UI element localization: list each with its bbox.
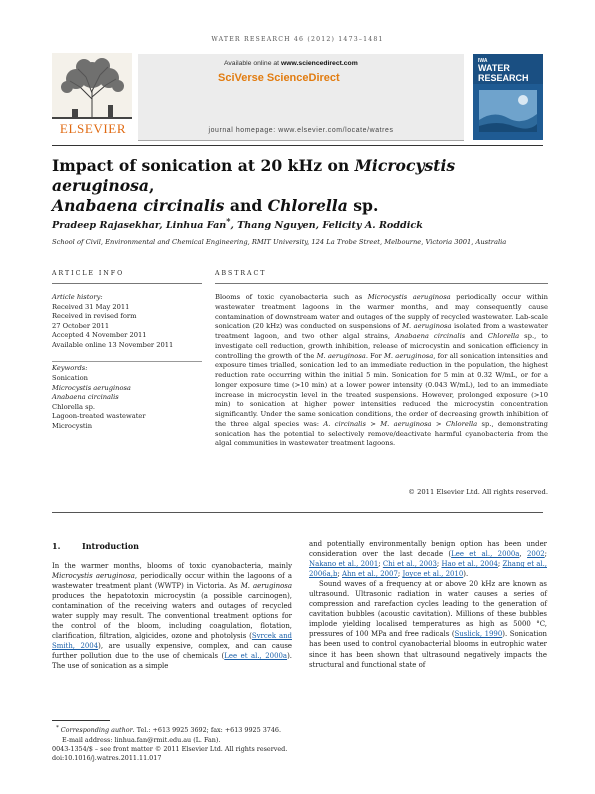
paragraph: In the warmer months, blooms of toxic cyanobacteria, mainly Microcystis aeruginosa, periodically occur within the lagoons of a wastewater treatment plant (WWTP) in Victoria. As M. aeruginosa produces the hepatotoxin microcystin (a possible carcinogen), contamination of the receiving waters and outages of recycled water supply may result. The conventional treatment options for the control of the bloom, including coagulation, flotation, clarification, filtration, algicides, ozone and photolysis (Svrcek and Smith, 2004), are usually expensive, complex, and can cause further pollution due to the use of chemicals (Lee et al., 2000a). The use of sonication as a simple xyxy=(52,562,292,671)
author-2[interactable]: Linhua Fan xyxy=(165,220,227,232)
citation-link[interactable]: Nakano et al., 2001 xyxy=(309,560,379,569)
title-species-3: Chlorella xyxy=(267,196,348,215)
abstract-body: Blooms of toxic cyanobacteria such as Microcystis aeruginosa periodically occur within wastewater treatment lagoons in the warmer months, and may consequently cause contamination of downstream water and outages of the supply of recycled wastewater. Lab-scale sonication (20 kHz) was conducted on suspensions of M. aeruginosa isolated from a wastewater treatment lagoon, and two other algal strains, Anabaena circinalis and Chlorella sp., to investigate cell reduction, growth inhibition, release of microcystin and sonication efficiency in controlling the growth of the M. aeruginosa. For M. aeruginosa, for all sonication intensities and exposure times trialled, sonication led to an immediate reduction in the population, the highest reduction rate occurring within the initial 5 min. Sonication for 5 min at 0.32 W/mL, or for a longer exposure time (>10 min) at a lower power intensity (0.043 W/mL), led to an immediate increase in microcystin level in the treated suspensions. However, prolonged exposure (>10 min) to sonication at higher power intensities reduced the microcystin concentration significantly. Under the same sonication conditions, the order of decreasing growth inhibition of the three algal species was: A. circinalis > M. aeruginosa > Chlorella sp., demonstrating sonication has the potential to selectively remove/deactivate harmful cyanobacteria from the algal communities in wastewater treatment lagoons. xyxy=(215,293,549,448)
citation-link[interactable]: Lee et al., 2000a xyxy=(451,550,520,559)
history-item: Accepted 4 November 2011 xyxy=(52,331,147,340)
cover-iwa-mark: IWA xyxy=(478,58,488,64)
elsevier-wordmark: ELSEVIER xyxy=(59,121,127,136)
history-item: Received 31 May 2011 xyxy=(52,302,130,311)
copyright-notice: © 2011 Elsevier Ltd. All rights reserved. xyxy=(408,488,548,496)
title-line2-post: sp. xyxy=(347,196,379,215)
header-divider xyxy=(52,145,543,146)
keyword: Chlorella sp. xyxy=(52,402,95,411)
issn-line: 0043-1354/$ – see front matter © 2011 Elsevier Ltd. All rights reserved. xyxy=(52,744,288,753)
citation-link[interactable]: Suslick, 1990 xyxy=(454,630,503,639)
history-item: Available online 13 November 2011 xyxy=(52,340,174,349)
keyword: Lagoon-treated wastewater xyxy=(52,412,146,421)
title-species-1: Microcystis aeruginosa xyxy=(52,156,456,195)
section-heading xyxy=(52,541,139,551)
keyword: Microcystis aeruginosa xyxy=(52,383,131,392)
citation-link[interactable]: Svrcek and Smith, 2004 xyxy=(52,632,292,651)
keywords-rule xyxy=(52,361,202,362)
citation-link[interactable]: Hao et al., 2004 xyxy=(441,560,498,569)
email-footnote[interactable]: E-mail address: linhua.fan@rmit.edu.au (L. Fan). xyxy=(62,735,221,744)
paragraph: Sound waves of a frequency at or above 20 kHz are known as ultrasound. Ultrasonic radiation in water causes a series of compression and rarefaction cycles leading to the generation of cavitation bubbles (acoustic cavitation). Millions of these bubbles implode yielding localised temperatures as high as 5000 °C, pressures of 100 MPa and free radicals (Suslick, 1990). Sonication has been used to control cyanobacterial blooms in eutrophic water since it has been shown that ultrasound negatively impacts the structural and functional state of xyxy=(309,580,548,669)
history-item: 27 October 2011 xyxy=(52,321,110,330)
cover-journal-name: WATER RESEARCH xyxy=(478,63,529,83)
body-column-right xyxy=(309,539,547,670)
author-1[interactable]: Pradeep Rajasekhar xyxy=(52,220,160,232)
article-info xyxy=(52,293,202,432)
author-list xyxy=(52,216,423,231)
author-sep: , xyxy=(159,220,166,232)
affiliation: School of Civil, Environmental and Chemical Engineering, RMIT University, 124 La Trobe Street, Melbourne, Victoria 3001, Australia xyxy=(52,238,507,246)
corresponding-footnote: * Corresponding author. Tel.: +613 9925 3692; fax: +613 9925 3746. xyxy=(56,725,281,735)
section-title: Introduction xyxy=(82,541,139,551)
corresponding-mark: * xyxy=(226,216,231,226)
keyword: Microcystin xyxy=(52,421,93,430)
title-species-2: Anabaena circinalis xyxy=(52,196,225,215)
abstract-heading: ABSTRACT xyxy=(215,270,267,277)
title-line1-text: Impact of sonication at 20 kHz on xyxy=(52,156,355,175)
cover-image-icon xyxy=(479,90,537,132)
history-item: Received in revised form xyxy=(52,312,137,321)
paragraph: and potentially environmentally benign option has been under consideration over the last decade (Lee et al., 2000a, 2002; Nakano et al., 2001; Chi et al., 2003; Hao et al., 2004; Zhang et al., 2006a,b; Ahn et al., 2007; Joyce et al., 2010). xyxy=(309,540,548,579)
sciencedirect-link[interactable]: www.sciencedirect.com xyxy=(280,60,358,67)
journal-cover xyxy=(473,54,543,140)
doi-line[interactable]: doi:10.1016/j.watres.2011.11.017 xyxy=(52,754,162,763)
availability-line xyxy=(224,60,358,67)
title-line2-mid: and xyxy=(224,196,268,215)
citation-link[interactable]: Zhang et al., 2006a,b xyxy=(309,560,548,579)
article-info-heading: ARTICLE INFO xyxy=(52,270,125,277)
citation-link[interactable]: Chi et al., 2003 xyxy=(382,560,437,569)
author-4[interactable]: Felicity A. Roddick xyxy=(322,220,423,232)
title-line1-post: , xyxy=(149,176,155,195)
abstract-rule xyxy=(215,283,548,284)
availability-prefix: Available online at xyxy=(224,60,281,67)
article-title xyxy=(52,156,552,216)
footnote-rule xyxy=(52,720,110,721)
citation-link[interactable]: Lee et al., 2000a xyxy=(224,652,288,661)
cover-title xyxy=(478,58,540,83)
sciverse-logo: SciVerse ScienceDirect xyxy=(218,72,340,84)
journal-homepage[interactable]: journal homepage: www.elsevier.com/locate/watres xyxy=(208,127,394,134)
citation-link[interactable]: Ahn et al., 2007 xyxy=(342,570,398,579)
section-number: 1. xyxy=(52,541,61,551)
footnotes xyxy=(52,724,352,764)
history-label: Article history: xyxy=(52,293,103,301)
author-sep: , xyxy=(315,220,323,232)
article-info-rule xyxy=(52,283,202,284)
body-divider xyxy=(52,512,543,513)
keywords-label: Keywords: xyxy=(52,364,88,373)
keyword: Sonication xyxy=(52,373,88,382)
citation-link[interactable]: Joyce et al., 2010 xyxy=(402,570,464,579)
journal-citation: WATER RESEARCH 46 (2012) 1473–1481 xyxy=(211,36,384,43)
author-3[interactable]: Thang Nguyen xyxy=(237,220,316,232)
body-column-left xyxy=(52,561,292,672)
citation-link[interactable]: 2002 xyxy=(527,550,545,559)
keyword: Anabaena circinalis xyxy=(52,393,119,402)
author-sep: , xyxy=(230,220,238,232)
